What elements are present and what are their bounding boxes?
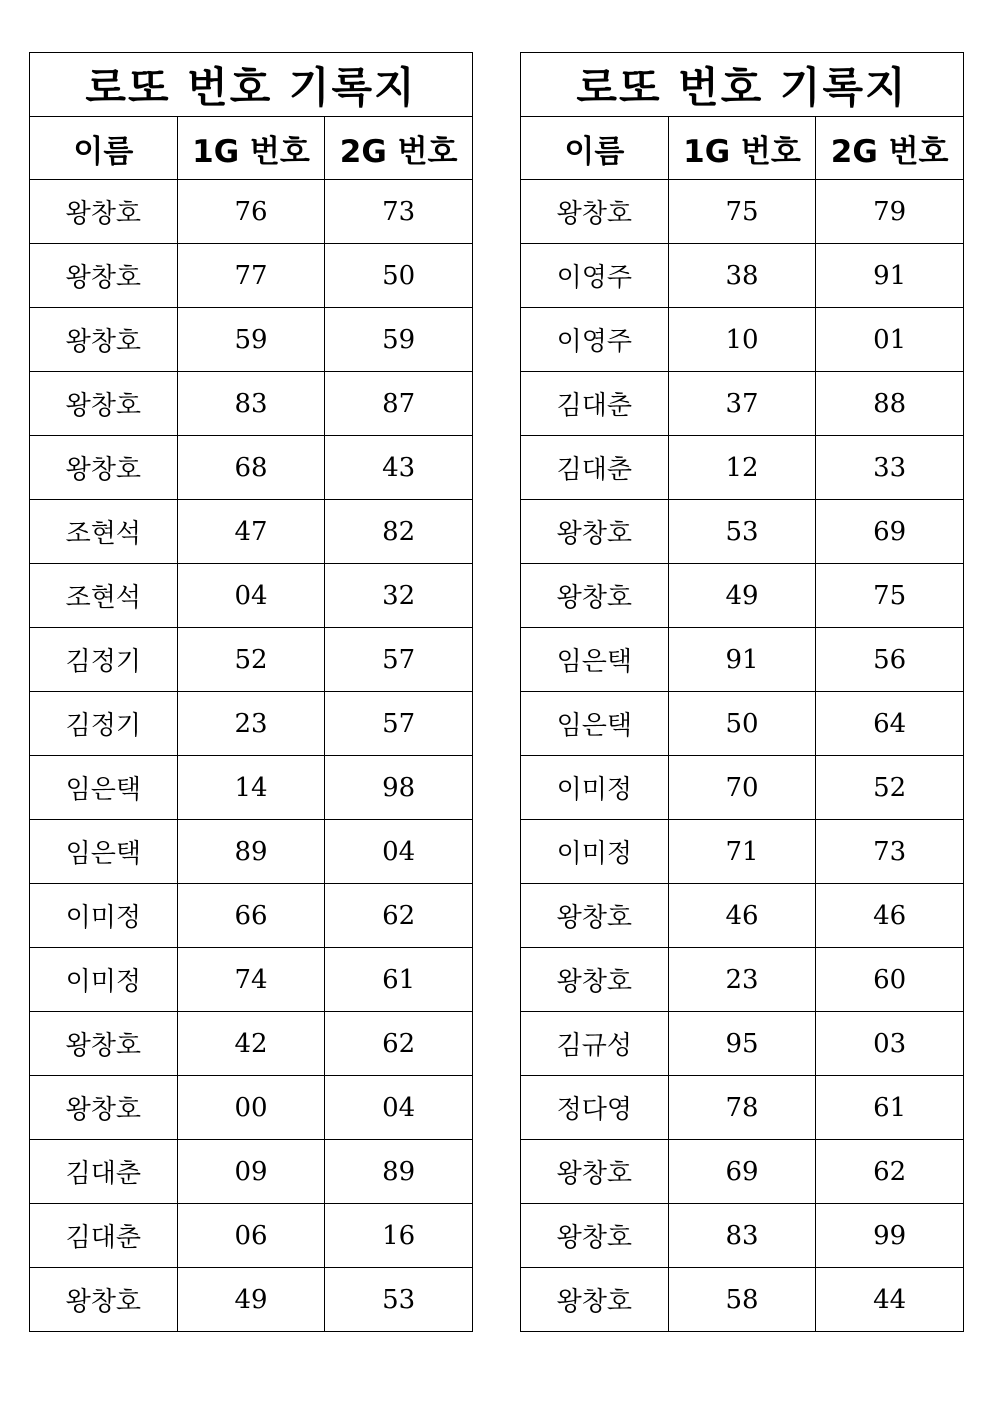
cell-2g-number: 32 xyxy=(325,564,473,628)
cell-1g-number: 23 xyxy=(177,692,325,756)
lotto-sheet-right-body xyxy=(521,53,964,1332)
cell-2g-number: 57 xyxy=(325,628,473,692)
cell-2g-number: 73 xyxy=(325,180,473,244)
cell-1g-number: 47 xyxy=(177,500,325,564)
cell-2g-number: 82 xyxy=(325,500,473,564)
cell-1g-number: 09 xyxy=(177,1140,325,1204)
table-row xyxy=(30,180,473,244)
cell-name: 이미정 xyxy=(521,820,669,884)
cell-name: 왕창호 xyxy=(30,1012,178,1076)
table-row xyxy=(30,1204,473,1268)
header-2g-number: 2G 번호 xyxy=(325,117,473,180)
cell-2g-number: 57 xyxy=(325,692,473,756)
cell-2g-number: 50 xyxy=(325,244,473,308)
cell-name: 왕창호 xyxy=(30,180,178,244)
table-row xyxy=(30,1012,473,1076)
table-row xyxy=(521,948,964,1012)
cell-1g-number: 04 xyxy=(177,564,325,628)
table-row xyxy=(30,820,473,884)
cell-name: 임은택 xyxy=(521,628,669,692)
table-row xyxy=(30,372,473,436)
cell-name: 김규성 xyxy=(521,1012,669,1076)
table-row xyxy=(521,244,964,308)
cell-1g-number: 50 xyxy=(668,692,816,756)
table-row xyxy=(30,436,473,500)
sheet-title-row xyxy=(30,53,473,117)
cell-2g-number: 60 xyxy=(816,948,964,1012)
cell-name: 이미정 xyxy=(30,884,178,948)
lotto-sheet-right xyxy=(520,52,964,1332)
cell-1g-number: 76 xyxy=(177,180,325,244)
table-row xyxy=(30,756,473,820)
table-row xyxy=(521,1140,964,1204)
sheet-title: 로또 번호 기록지 xyxy=(30,53,473,117)
table-row xyxy=(521,500,964,564)
cell-name: 이미정 xyxy=(30,948,178,1012)
cell-2g-number: 62 xyxy=(816,1140,964,1204)
header-1g-number: 1G 번호 xyxy=(668,117,816,180)
cell-2g-number: 87 xyxy=(325,372,473,436)
cell-1g-number: 06 xyxy=(177,1204,325,1268)
cell-1g-number: 14 xyxy=(177,756,325,820)
cell-2g-number: 46 xyxy=(816,884,964,948)
table-row xyxy=(521,756,964,820)
cell-2g-number: 56 xyxy=(816,628,964,692)
cell-name: 왕창호 xyxy=(521,500,669,564)
cell-name: 왕창호 xyxy=(521,1268,669,1332)
cell-2g-number: 64 xyxy=(816,692,964,756)
header-row xyxy=(30,117,473,180)
cell-name: 왕창호 xyxy=(30,308,178,372)
cell-2g-number: 04 xyxy=(325,820,473,884)
cell-1g-number: 23 xyxy=(668,948,816,1012)
cell-2g-number: 53 xyxy=(325,1268,473,1332)
cell-1g-number: 91 xyxy=(668,628,816,692)
cell-name: 김대춘 xyxy=(521,372,669,436)
cell-name: 이영주 xyxy=(521,308,669,372)
table-row xyxy=(30,308,473,372)
cell-name: 이영주 xyxy=(521,244,669,308)
header-1g-number: 1G 번호 xyxy=(177,117,325,180)
cell-name: 왕창호 xyxy=(521,884,669,948)
cell-2g-number: 04 xyxy=(325,1076,473,1140)
table-row xyxy=(30,692,473,756)
table-row xyxy=(521,180,964,244)
cell-name: 왕창호 xyxy=(521,1140,669,1204)
cell-name: 왕창호 xyxy=(30,372,178,436)
cell-2g-number: 88 xyxy=(816,372,964,436)
cell-name: 왕창호 xyxy=(30,436,178,500)
cell-name: 김대춘 xyxy=(30,1140,178,1204)
table-row xyxy=(30,244,473,308)
sheet-title: 로또 번호 기록지 xyxy=(521,53,964,117)
table-row xyxy=(521,820,964,884)
cell-name: 임은택 xyxy=(30,820,178,884)
cell-name: 왕창호 xyxy=(30,1268,178,1332)
cell-1g-number: 66 xyxy=(177,884,325,948)
cell-name: 김대춘 xyxy=(521,436,669,500)
cell-1g-number: 89 xyxy=(177,820,325,884)
cell-name: 이미정 xyxy=(521,756,669,820)
cell-2g-number: 61 xyxy=(816,1076,964,1140)
table-row xyxy=(521,372,964,436)
cell-1g-number: 49 xyxy=(177,1268,325,1332)
cell-name: 정다영 xyxy=(521,1076,669,1140)
table-row xyxy=(30,500,473,564)
cell-name: 왕창호 xyxy=(30,1076,178,1140)
header-name: 이름 xyxy=(521,117,669,180)
cell-name: 임은택 xyxy=(521,692,669,756)
cell-2g-number: 52 xyxy=(816,756,964,820)
cell-1g-number: 74 xyxy=(177,948,325,1012)
cell-2g-number: 01 xyxy=(816,308,964,372)
table-row xyxy=(30,1076,473,1140)
cell-name: 왕창호 xyxy=(521,564,669,628)
table-row xyxy=(521,1012,964,1076)
table-row xyxy=(521,564,964,628)
cell-1g-number: 69 xyxy=(668,1140,816,1204)
cell-name: 임은택 xyxy=(30,756,178,820)
table-row xyxy=(521,308,964,372)
cell-2g-number: 43 xyxy=(325,436,473,500)
cell-2g-number: 61 xyxy=(325,948,473,1012)
cell-name: 왕창호 xyxy=(30,244,178,308)
cell-1g-number: 71 xyxy=(668,820,816,884)
header-name: 이름 xyxy=(30,117,178,180)
cell-2g-number: 69 xyxy=(816,500,964,564)
table-row xyxy=(30,1140,473,1204)
table-row xyxy=(521,1076,964,1140)
cell-name: 조현석 xyxy=(30,564,178,628)
table-row xyxy=(521,436,964,500)
cell-1g-number: 83 xyxy=(668,1204,816,1268)
table-row xyxy=(521,628,964,692)
cell-2g-number: 44 xyxy=(816,1268,964,1332)
cell-2g-number: 16 xyxy=(325,1204,473,1268)
cell-1g-number: 77 xyxy=(177,244,325,308)
cell-1g-number: 75 xyxy=(668,180,816,244)
cell-1g-number: 70 xyxy=(668,756,816,820)
cell-2g-number: 75 xyxy=(816,564,964,628)
sheet-title-row xyxy=(521,53,964,117)
cell-1g-number: 68 xyxy=(177,436,325,500)
cell-2g-number: 73 xyxy=(816,820,964,884)
table-row xyxy=(30,628,473,692)
cell-2g-number: 59 xyxy=(325,308,473,372)
cell-1g-number: 59 xyxy=(177,308,325,372)
cell-2g-number: 62 xyxy=(325,1012,473,1076)
cell-2g-number: 33 xyxy=(816,436,964,500)
cell-1g-number: 95 xyxy=(668,1012,816,1076)
header-row xyxy=(521,117,964,180)
cell-1g-number: 12 xyxy=(668,436,816,500)
cell-1g-number: 58 xyxy=(668,1268,816,1332)
cell-name: 왕창호 xyxy=(521,180,669,244)
cell-1g-number: 83 xyxy=(177,372,325,436)
cell-1g-number: 78 xyxy=(668,1076,816,1140)
cell-1g-number: 53 xyxy=(668,500,816,564)
cell-2g-number: 03 xyxy=(816,1012,964,1076)
cell-1g-number: 00 xyxy=(177,1076,325,1140)
cell-name: 김정기 xyxy=(30,692,178,756)
table-row xyxy=(521,1268,964,1332)
cell-1g-number: 42 xyxy=(177,1012,325,1076)
cell-name: 왕창호 xyxy=(521,1204,669,1268)
cell-1g-number: 46 xyxy=(668,884,816,948)
cell-1g-number: 10 xyxy=(668,308,816,372)
cell-2g-number: 79 xyxy=(816,180,964,244)
cell-1g-number: 49 xyxy=(668,564,816,628)
cell-1g-number: 52 xyxy=(177,628,325,692)
table-row xyxy=(30,564,473,628)
table-row xyxy=(30,948,473,1012)
cell-name: 조현석 xyxy=(30,500,178,564)
cell-name: 김대춘 xyxy=(30,1204,178,1268)
cell-2g-number: 62 xyxy=(325,884,473,948)
cell-2g-number: 98 xyxy=(325,756,473,820)
cell-name: 김정기 xyxy=(30,628,178,692)
cell-1g-number: 38 xyxy=(668,244,816,308)
table-row xyxy=(30,884,473,948)
cell-1g-number: 37 xyxy=(668,372,816,436)
table-row xyxy=(521,884,964,948)
cell-2g-number: 89 xyxy=(325,1140,473,1204)
lotto-sheet-left xyxy=(29,52,473,1332)
table-row xyxy=(30,1268,473,1332)
cell-2g-number: 99 xyxy=(816,1204,964,1268)
table-row xyxy=(521,1204,964,1268)
cell-name: 왕창호 xyxy=(521,948,669,1012)
header-2g-number: 2G 번호 xyxy=(816,117,964,180)
lotto-sheet-left-body xyxy=(30,53,473,1332)
table-row xyxy=(521,692,964,756)
cell-2g-number: 91 xyxy=(816,244,964,308)
